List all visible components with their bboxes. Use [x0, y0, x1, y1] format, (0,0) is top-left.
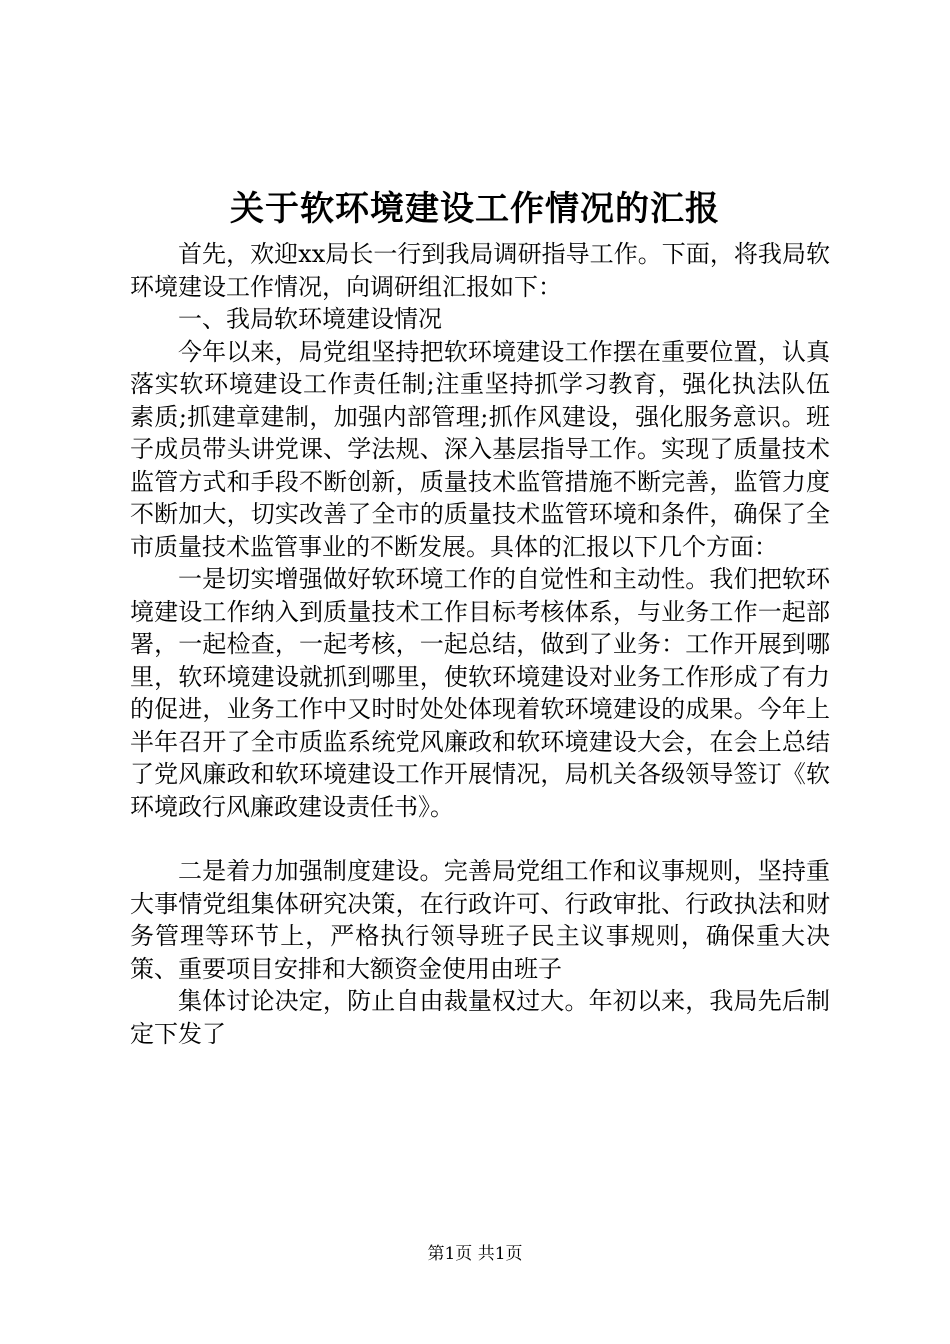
document-body — [130, 238, 830, 1050]
paragraph-intro: 首先，欢迎xx局长一行到我局调研指导工作。下面，将我局软环境建设工作情况，向调研组汇报如下： — [130, 240, 830, 301]
paragraph-point-one: 一是切实增强做好软环境工作的自觉性和主动性。我们把软环境建设工作纳入到质量技术工作目标考核体系，与业务工作一起部署，一起检查，一起考核，一起总结，做到了业务：工作开展到哪里，软环境建设就抓到哪里，使软环境建设对业务工作形成了有力的促进，业务工作中又时时处处体现着软环境建设的成果。今年上半年召开了全市质监系统党风廉政和软环境建设大会，在会上总结了党风廉政和软环境建设工作开展情况，局机关各级领导签订《软环境政行风廉政建设责任书》。 — [130, 565, 830, 821]
paragraph-continuation: 集体讨论决定，防止自由裁量权过大。年初以来，我局先后制定下发了 — [130, 987, 830, 1048]
page-number-footer: 第1页 共1页 — [427, 1244, 523, 1264]
paragraph-point-two: 二是着力加强制度建设。完善局党组工作和议事规则，坚持重大事情党组集体研究决策，在行政许可、行政审批、行政执法和财务管理等环节上，严格执行领导班子民主议事规则，确保重大决策、重要项目安排和大额资金使用由班子 — [130, 857, 830, 983]
document-title: 关于软环境建设工作情况的汇报 — [230, 189, 720, 229]
paragraph-overview: 今年以来，局党组坚持把软环境建设工作摆在重要位置，认真落实软环境建设工作责任制;注重坚持抓学习教育，强化执法队伍素质;抓建章建制，加强内部管理;抓作风建设，强化服务意识。班子成员带头讲党课、学法规、深入基层指导工作。实现了质量技术监管方式和手段不断创新，质量技术监管措施不断完善，监管力度不断加大，切实改善了全市的质量技术监管环境和条件，确保了全市质量技术监管事业的不断发展。具体的汇报以下几个方面： — [130, 337, 830, 561]
section-heading: 一、我局软环境建设情况 — [178, 305, 442, 333]
